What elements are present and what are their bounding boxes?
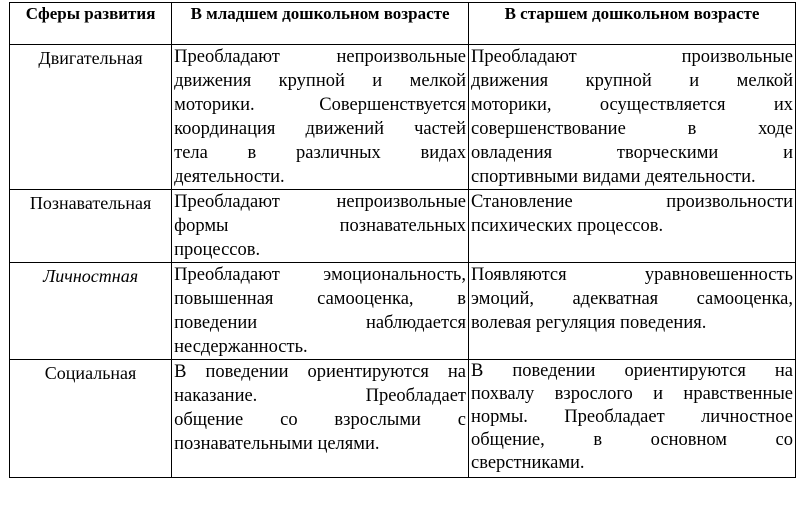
text-line: В поведении ориентируются на bbox=[174, 362, 466, 382]
sphere-cognitive: Познавательная bbox=[10, 190, 172, 263]
text-line: общение со взрослыми с bbox=[174, 410, 466, 430]
text-line: Становление произвольности bbox=[471, 192, 793, 212]
text-line: повышенная самооценка, в bbox=[174, 289, 466, 309]
text-line: наказание. Преобладает bbox=[174, 386, 466, 406]
motor-senior bbox=[469, 45, 796, 190]
text-line: овладения творческими и bbox=[471, 143, 793, 163]
text-line: моторики, осуществляется их bbox=[471, 95, 793, 115]
row-personal bbox=[10, 263, 796, 360]
text-line: поведении наблюдается bbox=[174, 313, 466, 333]
text-line: Преобладают эмоциональность, bbox=[174, 265, 466, 285]
header-junior: В младшем дошкольном возрасте bbox=[172, 3, 469, 45]
text-line: движения крупной и мелкой bbox=[174, 71, 466, 91]
text-line: похвалу взрослого и нравственные bbox=[471, 384, 793, 404]
text-line: общение, в основном со bbox=[471, 430, 793, 450]
text-line: психических процессов. bbox=[471, 216, 664, 236]
row-cognitive bbox=[10, 190, 796, 263]
social-senior bbox=[469, 360, 796, 478]
text-line: процессов. bbox=[174, 240, 261, 260]
personal-senior bbox=[469, 263, 796, 360]
text-line: несдержанность. bbox=[174, 337, 308, 357]
cognitive-junior bbox=[172, 190, 469, 263]
text-line: сверстниками. bbox=[471, 453, 585, 473]
development-comparison-table bbox=[9, 2, 796, 478]
sphere-personal: Личностная bbox=[10, 263, 172, 360]
text-line: моторики. Совершенствуется bbox=[174, 95, 466, 115]
header-senior: В старшем дошкольном возрасте bbox=[469, 3, 796, 45]
text-line: эмоций, адекватная самооценка, bbox=[471, 289, 793, 309]
cognitive-senior bbox=[469, 190, 796, 263]
sphere-motor: Двигательная bbox=[10, 45, 172, 190]
header-sphere: Сферы развития bbox=[10, 3, 172, 45]
text-line: совершенствование в ходе bbox=[471, 119, 793, 139]
text-line: В поведении ориентируются на bbox=[471, 361, 793, 381]
text-line: координация движений частей bbox=[174, 119, 466, 139]
text-line: Преобладают произвольные bbox=[471, 47, 793, 67]
text-line: движения крупной и мелкой bbox=[471, 71, 793, 91]
personal-junior bbox=[172, 263, 469, 360]
text-line: Появляются уравновешенность bbox=[471, 265, 793, 285]
text-line: формы познавательных bbox=[174, 216, 466, 236]
motor-junior bbox=[172, 45, 469, 190]
text-line: познавательными целями. bbox=[174, 434, 380, 454]
sphere-social: Социальная bbox=[10, 360, 172, 478]
text-line: Преобладают непроизвольные bbox=[174, 47, 466, 67]
row-motor bbox=[10, 45, 796, 190]
text-line: волевая регуляция поведения. bbox=[471, 313, 707, 333]
text-line: Преобладают непроизвольные bbox=[174, 192, 466, 212]
text-line: деятельности. bbox=[174, 167, 285, 187]
text-line: нормы. Преобладает личностное bbox=[471, 407, 793, 427]
text-line: тела в различных видах bbox=[174, 143, 466, 163]
row-social bbox=[10, 360, 796, 478]
header-row bbox=[10, 3, 796, 45]
text-line: спортивными видами деятельности. bbox=[471, 167, 756, 187]
social-junior bbox=[172, 360, 469, 478]
